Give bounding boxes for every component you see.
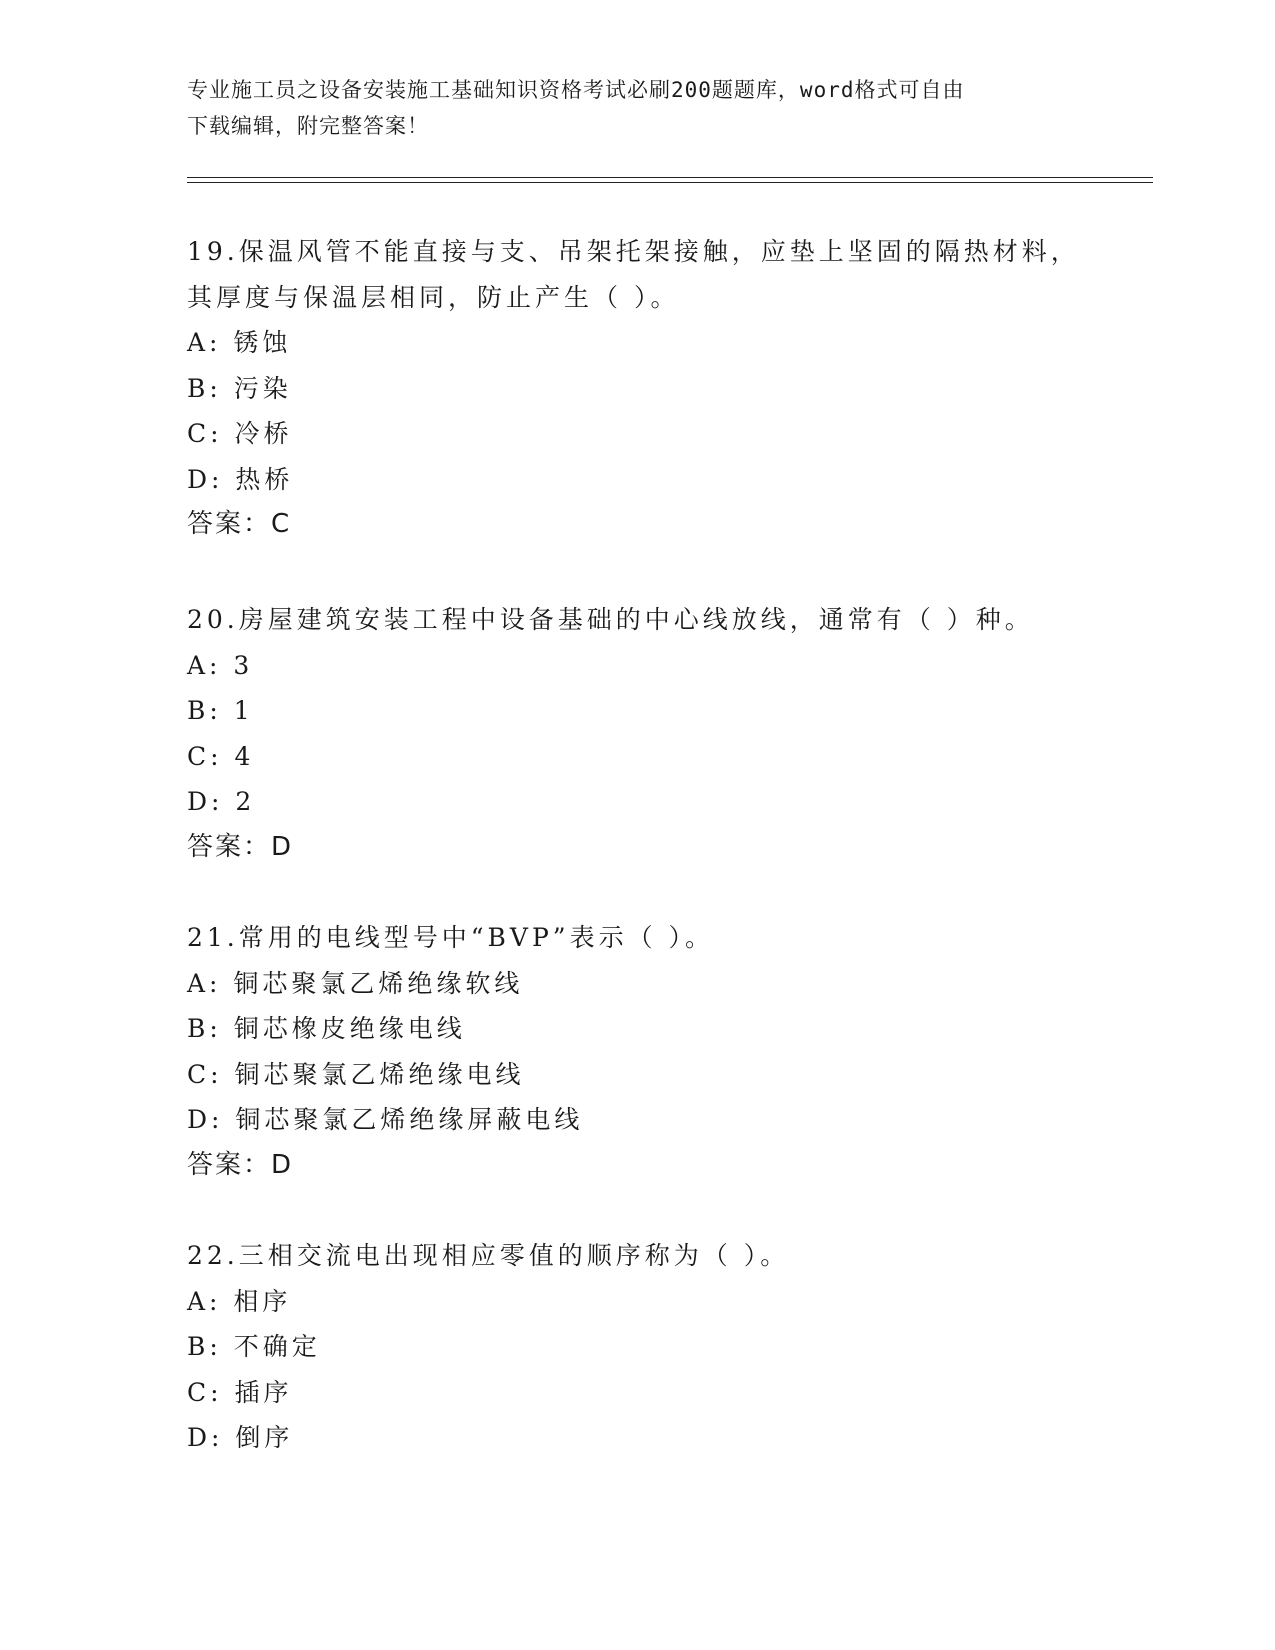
option-d: D: 2 — [187, 787, 256, 816]
option-a: A: 锈蚀 — [187, 328, 292, 357]
question-22 — [187, 1233, 1087, 1461]
answer-label: 答案：D — [187, 1149, 294, 1180]
question-20 — [187, 597, 1087, 870]
option-c: C: 铜芯聚氯乙烯绝缘电线 — [187, 1059, 525, 1089]
question-stem-line: 21.常用的电线型号中“BVP”表示（ ）。 — [187, 923, 715, 952]
option-d: D: 铜芯聚氯乙烯绝缘屏蔽电线 — [187, 1105, 584, 1134]
option-d: D: 倒序 — [187, 1423, 294, 1452]
option-d: D: 热桥 — [187, 464, 294, 494]
option-a: A: 铜芯聚氯乙烯绝缘软线 — [187, 968, 524, 998]
option-c: C: 4 — [187, 741, 255, 771]
question-19 — [187, 229, 1087, 548]
answer-label: 答案：C — [187, 509, 292, 539]
question-stem-line: 20.房屋建筑安装工程中设备基础的中心线放线，通常有（ ）种。 — [187, 605, 1034, 634]
header-divider-top — [187, 177, 1153, 178]
option-c: C: 插序 — [187, 1377, 293, 1407]
document-header — [187, 72, 1077, 144]
header-line-1: 专业施工员之设备安装施工基础知识资格考试必刷200题题库，word格式可自由 — [187, 78, 965, 102]
question-stem-line: 其厚度与保温层相同，防止产生（ ）。 — [187, 282, 680, 312]
option-b: B: 1 — [187, 696, 254, 725]
option-a: A: 3 — [187, 650, 254, 680]
question-stem-line: 22.三相交流电出现相应零值的顺序称为（ ）。 — [187, 1241, 790, 1270]
question-21 — [187, 915, 1087, 1188]
answer-label: 答案：D — [187, 831, 294, 862]
option-c: C: 冷桥 — [187, 419, 293, 448]
option-a: A: 相序 — [187, 1286, 292, 1316]
option-b: B: 不确定 — [187, 1332, 321, 1361]
option-b: B: 铜芯橡皮绝缘电线 — [187, 1014, 466, 1043]
option-b: B: 污染 — [187, 373, 292, 403]
header-line-2: 下载编辑，附完整答案！ — [187, 114, 429, 138]
question-stem-line: 19.保温风管不能直接与支、吊架托架接触，应垫上坚固的隔热材料， — [187, 237, 1080, 266]
header-divider-bottom — [187, 182, 1153, 183]
